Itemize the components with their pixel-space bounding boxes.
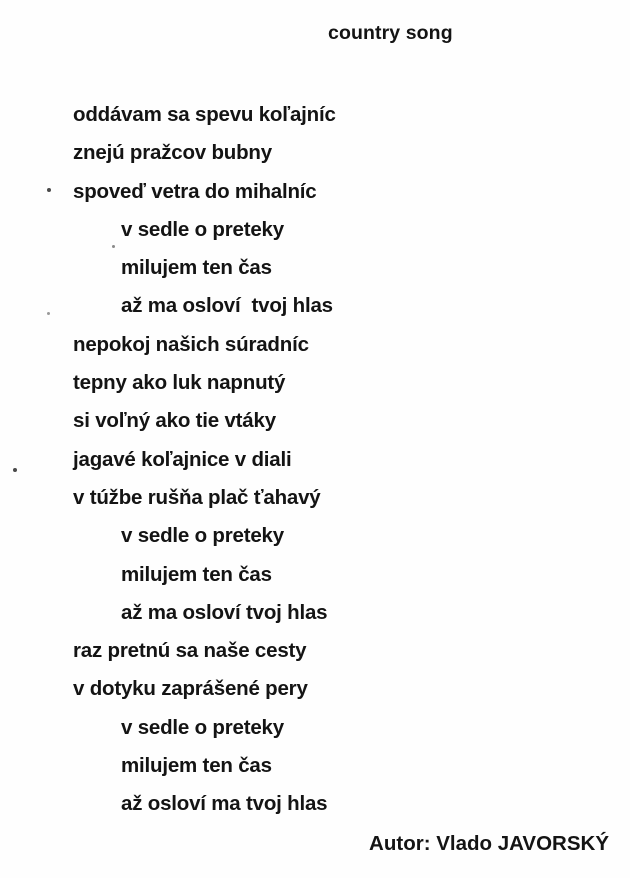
- poem-line: si voľný ako tie vtáky: [73, 409, 276, 433]
- scan-speck: [47, 312, 50, 315]
- poem-line: v sedle o preteky: [121, 524, 284, 548]
- author-line: Autor: Vlado JAVORSKÝ: [369, 832, 609, 855]
- poem-line: oddávam sa spevu koľajníc: [73, 103, 336, 126]
- poem-line: v dotyku zaprášené pery: [73, 677, 308, 701]
- poem-title: country song: [328, 22, 453, 44]
- poem-line: milujem ten čas: [121, 754, 272, 778]
- poem-line: v sedle o preteky: [121, 217, 284, 241]
- poem-line: v sedle o preteky: [121, 715, 284, 739]
- poem-line: spoveď vetra do mihalníc: [73, 179, 317, 203]
- poem-line: jagavé koľajnice v diali: [73, 447, 292, 471]
- poem-line: nepokoj našich súradníc: [73, 332, 309, 356]
- poem-line: tepny ako luk napnutý: [73, 371, 286, 395]
- poem-line: milujem ten čas: [121, 562, 272, 586]
- scan-speck: [13, 468, 17, 472]
- poem-line: raz pretnú sa naše cesty: [73, 639, 307, 663]
- poem-line: milujem ten čas: [121, 256, 272, 280]
- poem-line: znejú pražcov bubny: [73, 141, 272, 165]
- poem-line: až osloví ma tvoj hlas: [121, 792, 328, 816]
- scan-speck: [112, 245, 115, 248]
- poem-lines: [73, 96, 336, 824]
- poem-line: v túžbe rušňa plač ťahavý: [73, 485, 321, 509]
- poem-line: až ma osloví tvoj hlas: [121, 294, 333, 318]
- scan-speck: [47, 188, 51, 192]
- poem-line: až ma osloví tvoj hlas: [121, 600, 328, 624]
